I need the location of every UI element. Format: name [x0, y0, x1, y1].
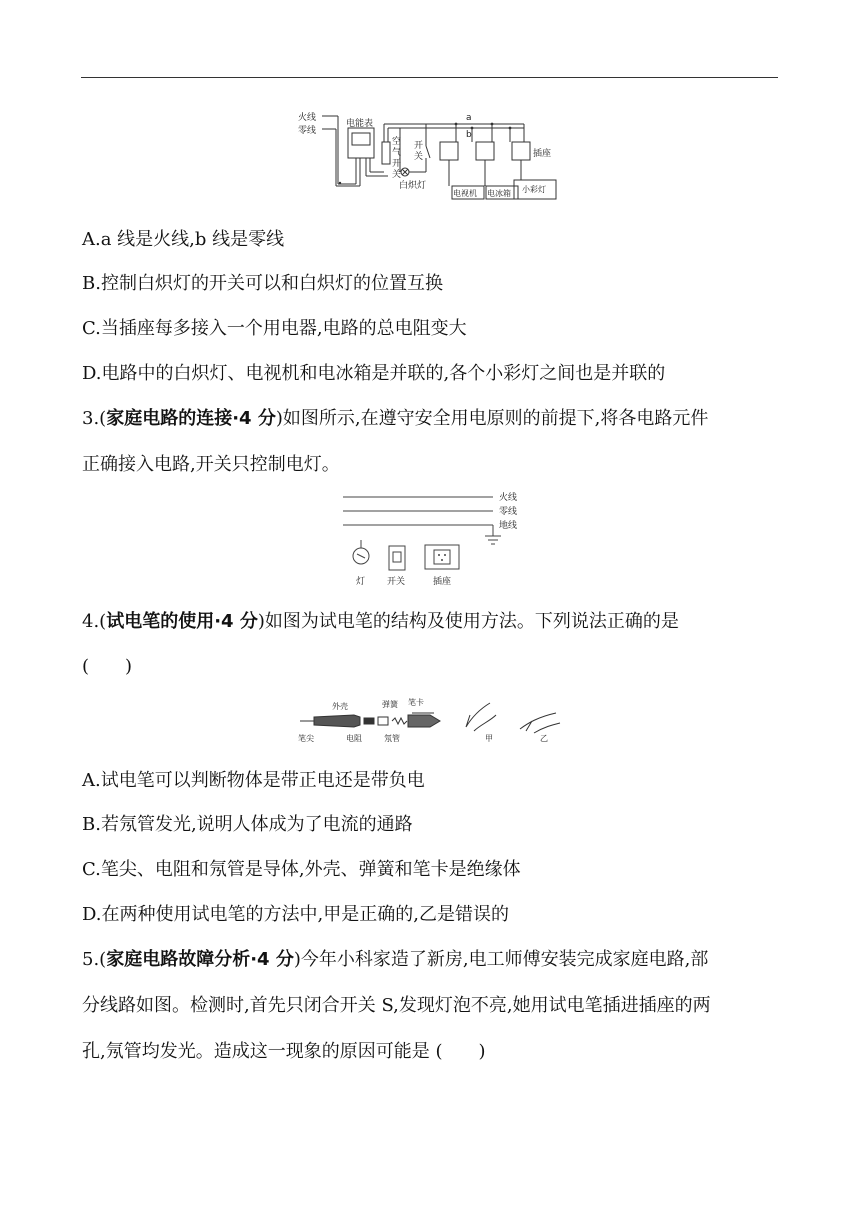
fig3-ground-label: 地线 — [499, 521, 518, 531]
q4-number: 4.( — [82, 611, 107, 632]
fig1-small-lights-label: 小彩灯 — [522, 185, 546, 194]
q2-option-d: D.电路中的白炽灯、电视机和电冰箱是并联的,各个小彩灯之间也是并联的 — [82, 363, 666, 384]
q2-option-b: B.控制白炽灯的开关可以和白炽灯的位置互换 — [82, 273, 443, 294]
fig1-meter-label: 电能表 — [346, 119, 374, 129]
q3-close: ) — [275, 408, 283, 429]
q4-option-c: C.笔尖、电阻和氖管是导体,外壳、弹簧和笔卡是绝缘体 — [82, 859, 521, 880]
fig1-socket-label: 插座 — [533, 149, 552, 159]
q3-line-2: 正确接入电路,开关只控制电灯。 — [82, 454, 340, 475]
fig1-bulb-label: 白炽灯 — [399, 181, 427, 191]
fig1-air-switch-2: 气 — [392, 148, 402, 158]
q4-close: ) — [257, 611, 265, 632]
fig1-a-label: a — [466, 113, 472, 123]
fig4-spring-label: 弹簧 — [382, 700, 398, 709]
fig1-air-switch-1: 空 — [392, 137, 402, 147]
q5-text-1: 今年小科家造了新房,电工师傅安装完成家庭电路,部 — [300, 949, 709, 970]
wiring-components-figure — [339, 490, 525, 590]
fig3-lamp-label: 灯 — [356, 577, 366, 587]
fig1-fire-label: 火线 — [298, 113, 317, 123]
q5-line-1 — [82, 948, 708, 972]
test-pencil-figure — [294, 695, 570, 745]
q4-option-b: B.若氖管发光,说明人体成为了电流的通路 — [82, 814, 413, 835]
q3-number: 3.( — [82, 408, 107, 429]
q4-option-a: A.试电笔可以判断物体是带正电还是带负电 — [82, 770, 425, 791]
q4-tag: 试电笔的使用·4 分 — [106, 611, 258, 632]
fig1-air-switch-4: 关 — [392, 170, 402, 180]
q3-tag: 家庭电路的连接·4 分 — [106, 408, 276, 429]
q5-number: 5.( — [82, 949, 107, 970]
q2-option-a: A.a 线是火线,b 线是零线 — [82, 229, 285, 250]
fig4-yi-label: 乙 — [540, 734, 548, 743]
fig1-air-switch-3: 开 — [392, 159, 402, 169]
fig4-resistor-label: 电阻 — [346, 734, 362, 743]
q4-text-1: 如图为试电笔的结构及使用方法。下列说法正确的是 — [264, 611, 679, 632]
fig3-socket-label: 插座 — [433, 577, 452, 587]
fig1-tv-label: 电视机 — [453, 189, 477, 198]
q5-tag: 家庭电路故障分析·4 分 — [106, 949, 294, 970]
fig4-shell-label: 外壳 — [332, 702, 348, 711]
q2-option-c: C.当插座每多接入一个用电器,电路的总电阻变大 — [82, 318, 467, 339]
fig1-zero-label: 零线 — [298, 126, 317, 136]
q5-close: ) — [293, 949, 301, 970]
fig1-switch-1: 开 — [414, 141, 424, 151]
household-circuit-figure — [296, 106, 566, 202]
q5-line-2: 分线路如图。检测时,首先只闭合开关 S,发现灯泡不亮,她用试电笔插进插座的两 — [82, 995, 711, 1016]
fig3-switch-label: 开关 — [387, 577, 406, 587]
q3-line-1 — [82, 407, 708, 431]
q5-line-3: 孔,氖管均发光。造成这一现象的原因可能是 ( ) — [82, 1041, 486, 1062]
q4-line-1 — [82, 610, 679, 634]
fig1-switch-2: 关 — [414, 152, 424, 162]
header-rule — [81, 77, 778, 78]
fig4-clip-label: 笔卡 — [408, 698, 424, 707]
q3-text-1: 如图所示,在遵守安全用电原则的前提下,将各电路元件 — [282, 408, 709, 429]
fig3-zero-label: 零线 — [499, 507, 518, 517]
fig4-tip-label: 笔尖 — [298, 734, 314, 743]
fig3-fire-label: 火线 — [499, 493, 518, 503]
fig4-jia-label: 甲 — [485, 734, 493, 743]
fig1-fridge-label: 电冰箱 — [487, 189, 511, 198]
fig4-neon-label: 氖管 — [384, 734, 400, 743]
q4-answer-paren: ( ) — [82, 656, 133, 677]
q4-option-d: D.在两种使用试电笔的方法中,甲是正确的,乙是错误的 — [82, 904, 509, 925]
fig1-b-label: b — [466, 130, 472, 140]
